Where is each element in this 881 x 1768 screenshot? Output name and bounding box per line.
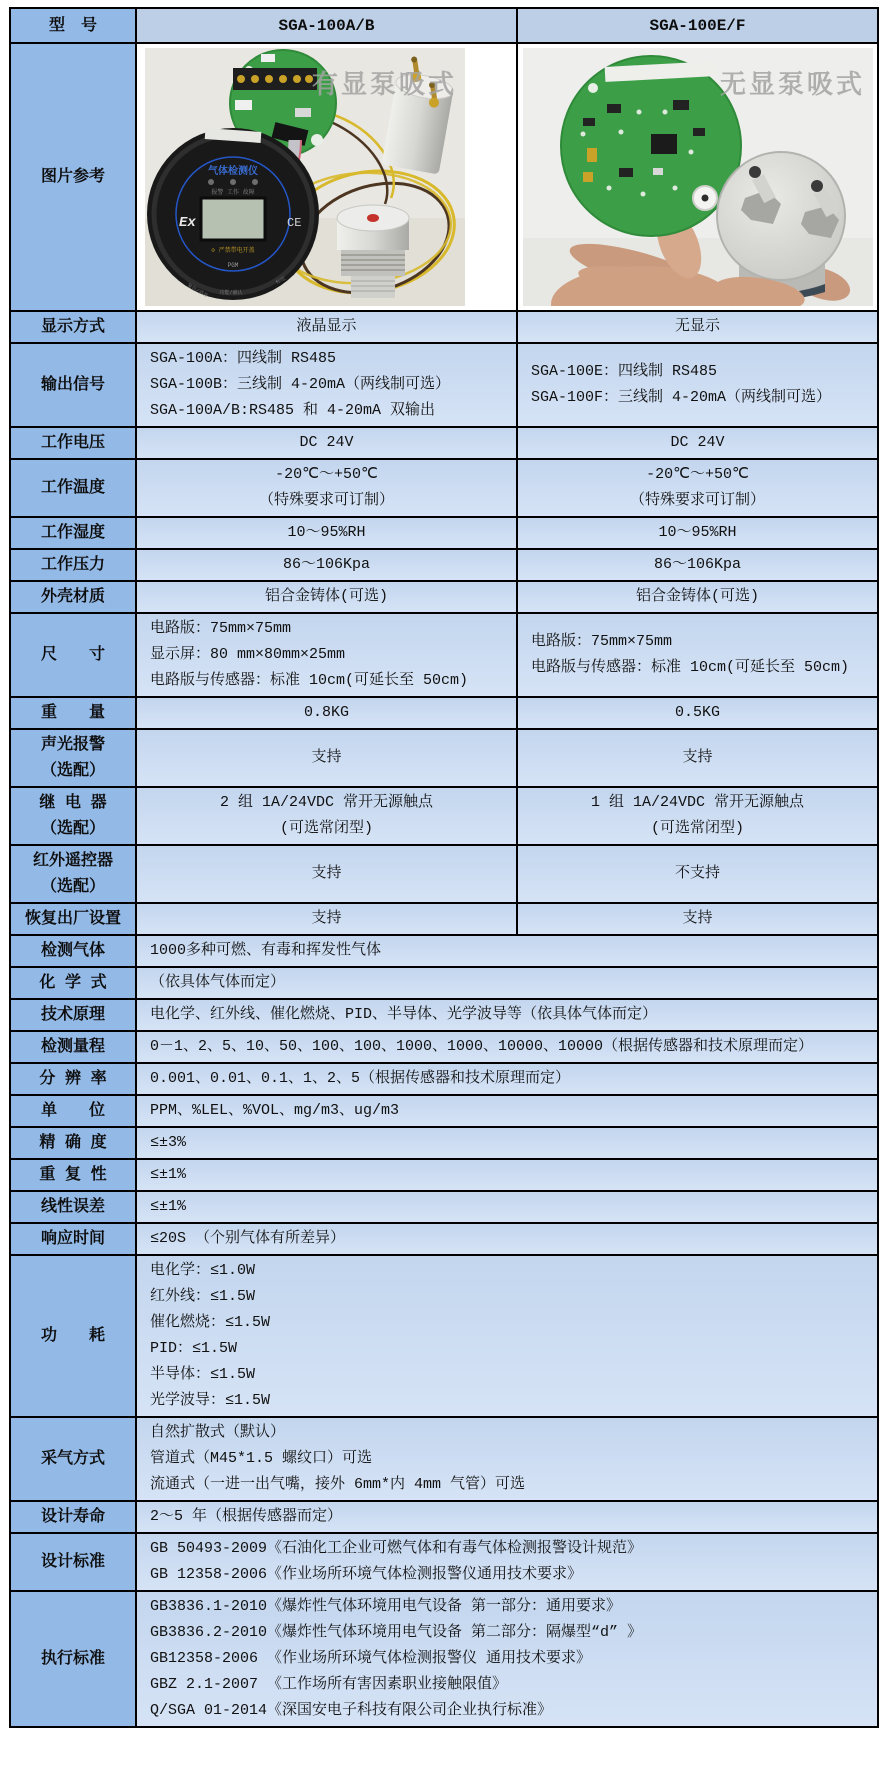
spec-value-cell — [136, 459, 517, 517]
row-label-line: 重 量 — [40, 704, 105, 722]
row-label — [10, 1031, 136, 1063]
svg-text:复位/消音: 复位/消音 — [186, 282, 209, 300]
spec-value-line: PPM、%LEL、%VOL、mg/m3、ug/m3 — [150, 1102, 400, 1119]
model-header-label — [10, 8, 136, 43]
svg-text:气体检测仪: 气体检测仪 — [208, 167, 258, 178]
spec-value-cell — [136, 549, 517, 581]
spec-value-cell — [136, 1417, 878, 1501]
row-label — [10, 787, 136, 845]
spec-value-cell — [136, 1159, 878, 1191]
spec-value-line: -20℃～+50℃ — [275, 466, 378, 483]
spec-value-line: SGA-100A/B:RS485 和 4-20mA 双输出 — [150, 402, 436, 419]
row-label — [10, 1591, 136, 1727]
spec-value-line: 管道式（M45*1.5 螺纹口）可选 — [150, 1450, 373, 1467]
row-label-line: 尺 寸 — [40, 646, 105, 664]
spec-value-cell — [136, 935, 878, 967]
row-label — [10, 1417, 136, 1501]
row-label-line: 输出信号 — [40, 376, 105, 394]
spec-value-line: 支持 — [682, 910, 713, 927]
spec-value-line: （特殊要求可订制） — [629, 492, 765, 509]
spec-rows-body — [10, 311, 878, 1727]
svg-text:报警 工作 故障: 报警 工作 故障 — [211, 189, 255, 196]
row-label-line: 继 电 器 — [39, 794, 107, 812]
svg-text:PGM: PGM — [227, 262, 239, 269]
spec-value-cell — [517, 845, 878, 903]
spec-row — [10, 967, 878, 999]
spec-value-cell — [136, 311, 517, 343]
spec-value-cell — [136, 787, 517, 845]
spec-row — [10, 459, 878, 517]
row-label-line: 单 位 — [40, 1102, 105, 1120]
spec-value-cell — [136, 1191, 878, 1223]
row-label-line: 检测量程 — [40, 1038, 105, 1056]
spec-value-cell — [517, 311, 878, 343]
spec-row — [10, 311, 878, 343]
spec-value-line: 自然扩散式（默认） — [150, 1424, 286, 1441]
row-label-line: 化 学 式 — [39, 974, 107, 992]
spec-row — [10, 1191, 878, 1223]
spec-row — [10, 613, 878, 697]
spec-row — [10, 903, 878, 935]
row-label — [10, 967, 136, 999]
product-photo-cell-b — [517, 43, 878, 311]
spec-value-cell — [136, 1533, 878, 1591]
spec-row — [10, 1255, 878, 1417]
spec-row — [10, 935, 878, 967]
row-label — [10, 459, 136, 517]
spec-value-cell — [136, 1501, 878, 1533]
row-label — [10, 1191, 136, 1223]
spec-value-line: ≤±1% — [150, 1198, 187, 1215]
svg-text:CE: CE — [287, 216, 302, 230]
spec-value-line: 液晶显示 — [296, 318, 357, 335]
spec-value-line: 86～106Kpa — [282, 556, 370, 573]
row-label-line: 检测气体 — [40, 942, 105, 960]
spec-value-line: 1000多种可燃、有毒和挥发性气体 — [150, 942, 382, 959]
spec-value-cell — [136, 1127, 878, 1159]
row-label-line: 功 耗 — [40, 1327, 105, 1345]
product-photo-sga100ef — [523, 48, 873, 306]
spec-value-line: GBZ 2.1-2007 《工作场所有害因素职业接触限值》 — [150, 1676, 508, 1693]
row-label — [10, 1255, 136, 1417]
watermark-label-a: 有显泵吸式 — [311, 71, 457, 101]
row-label-line: 声光报警 — [40, 736, 105, 754]
spec-value-line: 半导体：≤1.5W — [150, 1366, 256, 1383]
row-label — [10, 697, 136, 729]
row-label-line: （选配） — [40, 820, 105, 838]
row-label-line: 工作湿度 — [40, 524, 105, 542]
svg-text:标定: 标定 — [275, 275, 287, 286]
spec-row — [10, 1417, 878, 1501]
row-label-line: 分 辨 率 — [39, 1070, 107, 1088]
spec-value-cell — [136, 1255, 878, 1417]
spec-value-line: SGA-100B：三线制 4-20mA（两线制可选） — [150, 376, 451, 393]
spec-value-line: 0.5KG — [674, 704, 720, 721]
spec-value-line: （依具体气体而定） — [150, 974, 286, 991]
row-label — [10, 903, 136, 935]
spec-value-line: 支持 — [682, 749, 713, 766]
row-label-line: （选配） — [40, 762, 105, 780]
product-photo-sga100ab — [145, 48, 465, 306]
spec-row — [10, 845, 878, 903]
spec-row — [10, 517, 878, 549]
spec-value-line: 2～5 年（根据传感器而定） — [150, 1508, 343, 1525]
spec-value-line: 流通式（一进一出气嘴，接外 6mm*内 4mm 气管）可选 — [150, 1476, 526, 1493]
spec-value-cell — [136, 729, 517, 787]
spec-value-cell — [517, 581, 878, 613]
row-label — [10, 1501, 136, 1533]
spec-value-cell — [136, 1223, 878, 1255]
spec-value-cell — [517, 517, 878, 549]
spec-row — [10, 1063, 878, 1095]
product-photo-cell-a — [136, 43, 517, 311]
row-label-line: 线性误差 — [40, 1198, 105, 1216]
spec-value-cell — [517, 549, 878, 581]
spec-row — [10, 1501, 878, 1533]
spec-value-line: 10～95%RH — [287, 524, 366, 541]
row-label-line: 工作温度 — [40, 479, 105, 497]
image-row-label-text: 图片参考 — [40, 168, 105, 186]
spec-value-line: 无显示 — [674, 318, 720, 335]
spec-value-line: SGA-100A：四线制 RS485 — [150, 350, 337, 367]
spec-value-line: 铝合金铸体(可选) — [635, 588, 759, 605]
spec-value-cell — [517, 903, 878, 935]
row-label-line: 恢复出厂设置 — [24, 910, 121, 928]
spec-value-cell — [517, 427, 878, 459]
terminal-block — [233, 68, 317, 90]
spec-row — [10, 787, 878, 845]
svg-text:功能/确认: 功能/确认 — [219, 290, 243, 296]
spec-value-cell — [136, 427, 517, 459]
spec-value-cell — [136, 581, 517, 613]
spec-value-line: 支持 — [311, 749, 342, 766]
spec-value-line: 红外线：≤1.5W — [150, 1288, 256, 1305]
row-label — [10, 1159, 136, 1191]
spec-row — [10, 1159, 878, 1191]
spec-value-line: 支持 — [311, 910, 342, 927]
model-b-text: SGA-100E/F — [649, 16, 746, 35]
spec-row — [10, 697, 878, 729]
spec-value-line: Q/SGA 01-2014《深国安电子科技有限公司企业执行标准》 — [150, 1702, 553, 1719]
spec-value-line: 86～106Kpa — [653, 556, 741, 573]
spec-value-line: GB12358-2006 《作业场所环境气体检测报警仪 通用技术要求》 — [150, 1650, 592, 1667]
spec-value-line: ≤±3% — [150, 1134, 187, 1151]
model-a-header — [136, 8, 517, 43]
row-label — [10, 1223, 136, 1255]
spec-value-line: (可选常闭型) — [650, 820, 744, 837]
row-label — [10, 613, 136, 697]
row-label — [10, 343, 136, 427]
row-label — [10, 427, 136, 459]
row-label-line: 工作电压 — [40, 434, 105, 452]
spec-value-cell — [136, 613, 517, 697]
row-label — [10, 581, 136, 613]
row-label-line: 精 确 度 — [39, 1134, 107, 1152]
spec-value-cell — [136, 697, 517, 729]
row-label-line: 工作压力 — [40, 556, 105, 574]
pcb-board — [561, 56, 741, 236]
row-label-line: 响应时间 — [40, 1230, 105, 1248]
spec-value-cell — [136, 845, 517, 903]
spec-value-cell — [136, 1031, 878, 1063]
row-label — [10, 517, 136, 549]
row-label-line: 红外遥控器 — [32, 852, 113, 870]
spec-value-cell — [136, 1095, 878, 1127]
spec-value-cell — [136, 967, 878, 999]
spec-value-cell — [136, 1063, 878, 1095]
spec-value-cell — [136, 903, 517, 935]
spec-value-line: 电路版：75mm×75mm — [531, 633, 673, 650]
row-label — [10, 1063, 136, 1095]
row-label — [10, 311, 136, 343]
spec-row — [10, 1591, 878, 1727]
spec-row — [10, 427, 878, 459]
spec-value-line: PID：≤1.5W — [150, 1340, 238, 1357]
spec-value-cell — [517, 343, 878, 427]
spec-value-cell — [136, 999, 878, 1031]
row-label — [10, 1533, 136, 1591]
spec-value-line: SGA-100E：四线制 RS485 — [531, 363, 718, 380]
spec-value-cell — [136, 1591, 878, 1727]
row-label — [10, 1095, 136, 1127]
spec-value-line: 光学波导：≤1.5W — [150, 1392, 271, 1409]
spec-value-line: 0.8KG — [303, 704, 349, 721]
row-label-line: 采气方式 — [40, 1450, 105, 1468]
row-label-line: 重 复 性 — [39, 1166, 107, 1184]
row-label-line: 技术原理 — [40, 1006, 105, 1024]
spec-value-line: 电路版与传感器：标准 10cm(可延长至 50cm) — [150, 672, 469, 689]
spec-value-line: SGA-100F：三线制 4-20mA（两线制可选） — [531, 389, 832, 406]
spec-value-line: 10～95%RH — [658, 524, 737, 541]
spec-value-line: ≤±1% — [150, 1166, 187, 1183]
spec-row — [10, 999, 878, 1031]
spec-row — [10, 1533, 878, 1591]
row-label-line: 外壳材质 — [40, 588, 105, 606]
spec-value-line: 2 组 1A/24VDC 常开无源触点 — [219, 794, 434, 811]
spec-value-line: GB 50493-2009《石油化工企业可燃气体和有毒气体检测报警设计规范》 — [150, 1540, 643, 1557]
svg-text:⊙ 严禁带电开盖: ⊙ 严禁带电开盖 — [211, 247, 255, 254]
spec-value-line: 电路版与传感器：标准 10cm(可延长至 50cm) — [531, 659, 850, 676]
watermark-label-b: 无显泵吸式 — [719, 71, 865, 101]
svg-text:Ex: Ex — [179, 215, 196, 231]
spec-value-line: -20℃～+50℃ — [646, 466, 749, 483]
detector-head — [147, 128, 319, 300]
spec-value-line: 电化学、红外线、催化燃烧、PID、半导体、光学波导等（依具体气体而定） — [150, 1006, 658, 1023]
spec-row — [10, 549, 878, 581]
spec-value-cell — [136, 517, 517, 549]
spec-value-line: 0－1、2、5、10、50、100、100、1000、1000、10000、10000（根据传感器和技术原理而定） — [150, 1038, 814, 1055]
row-label-line: 设计标准 — [40, 1553, 105, 1571]
spec-value-cell — [517, 459, 878, 517]
row-label — [10, 845, 136, 903]
spec-row — [10, 1031, 878, 1063]
image-row-label — [10, 43, 136, 311]
row-label-line: 执行标准 — [40, 1650, 105, 1668]
spec-value-cell — [517, 729, 878, 787]
spec-row — [10, 1127, 878, 1159]
row-label-line: （选配） — [40, 878, 105, 896]
spec-value-line: （特殊要求可订制） — [258, 492, 394, 509]
model-b-header — [517, 8, 878, 43]
row-label — [10, 1127, 136, 1159]
spec-value-cell — [517, 697, 878, 729]
spec-value-line: 0.001、0.01、0.1、1、2、5（根据传感器和技术原理而定） — [150, 1070, 571, 1087]
row-label — [10, 729, 136, 787]
spec-value-line: ≤20S （个别气体有所差异） — [150, 1230, 346, 1247]
spec-value-line: 电化学：≤1.0W — [150, 1262, 256, 1279]
spec-value-line: GB3836.2-2010《爆炸性气体环境用电气设备 第二部分：隔爆型“d” 》 — [150, 1624, 643, 1641]
model-a-text: SGA-100A/B — [278, 16, 375, 35]
spec-value-cell — [517, 787, 878, 845]
row-label — [10, 549, 136, 581]
row-label-line: 设计寿命 — [40, 1508, 105, 1526]
spec-value-line: 支持 — [311, 865, 342, 882]
spec-value-line: 铝合金铸体(可选) — [264, 588, 388, 605]
spec-table — [9, 7, 879, 1728]
spec-value-line: 显示屏：80 mm×80mm×25mm — [150, 646, 346, 663]
spec-row — [10, 729, 878, 787]
row-label-line: 显示方式 — [40, 318, 105, 336]
spec-row — [10, 581, 878, 613]
spec-value-line: 电路版：75mm×75mm — [150, 620, 292, 637]
spec-value-line: GB3836.1-2010《爆炸性气体环境用电气设备 第一部分：通用要求》 — [150, 1598, 622, 1615]
row-label — [10, 935, 136, 967]
spec-value-line: 1 组 1A/24VDC 常开无源触点 — [590, 794, 805, 811]
spec-value-line: DC 24V — [670, 434, 725, 451]
image-row — [10, 43, 878, 311]
header-row — [10, 8, 878, 43]
spec-value-cell — [517, 613, 878, 697]
spec-value-line: GB 12358-2006《作业场所环境气体检测报警仪通用技术要求》 — [150, 1566, 583, 1583]
spec-row — [10, 343, 878, 427]
spec-value-line: 催化燃烧：≤1.5W — [150, 1314, 271, 1331]
spec-value-line: 不支持 — [674, 865, 720, 882]
row-label — [10, 999, 136, 1031]
spec-value-cell — [136, 343, 517, 427]
spec-value-line: DC 24V — [299, 434, 354, 451]
spec-row — [10, 1095, 878, 1127]
header-label-text: 型 号 — [48, 16, 97, 35]
spec-value-line: (可选常闭型) — [279, 820, 373, 837]
spec-row — [10, 1223, 878, 1255]
